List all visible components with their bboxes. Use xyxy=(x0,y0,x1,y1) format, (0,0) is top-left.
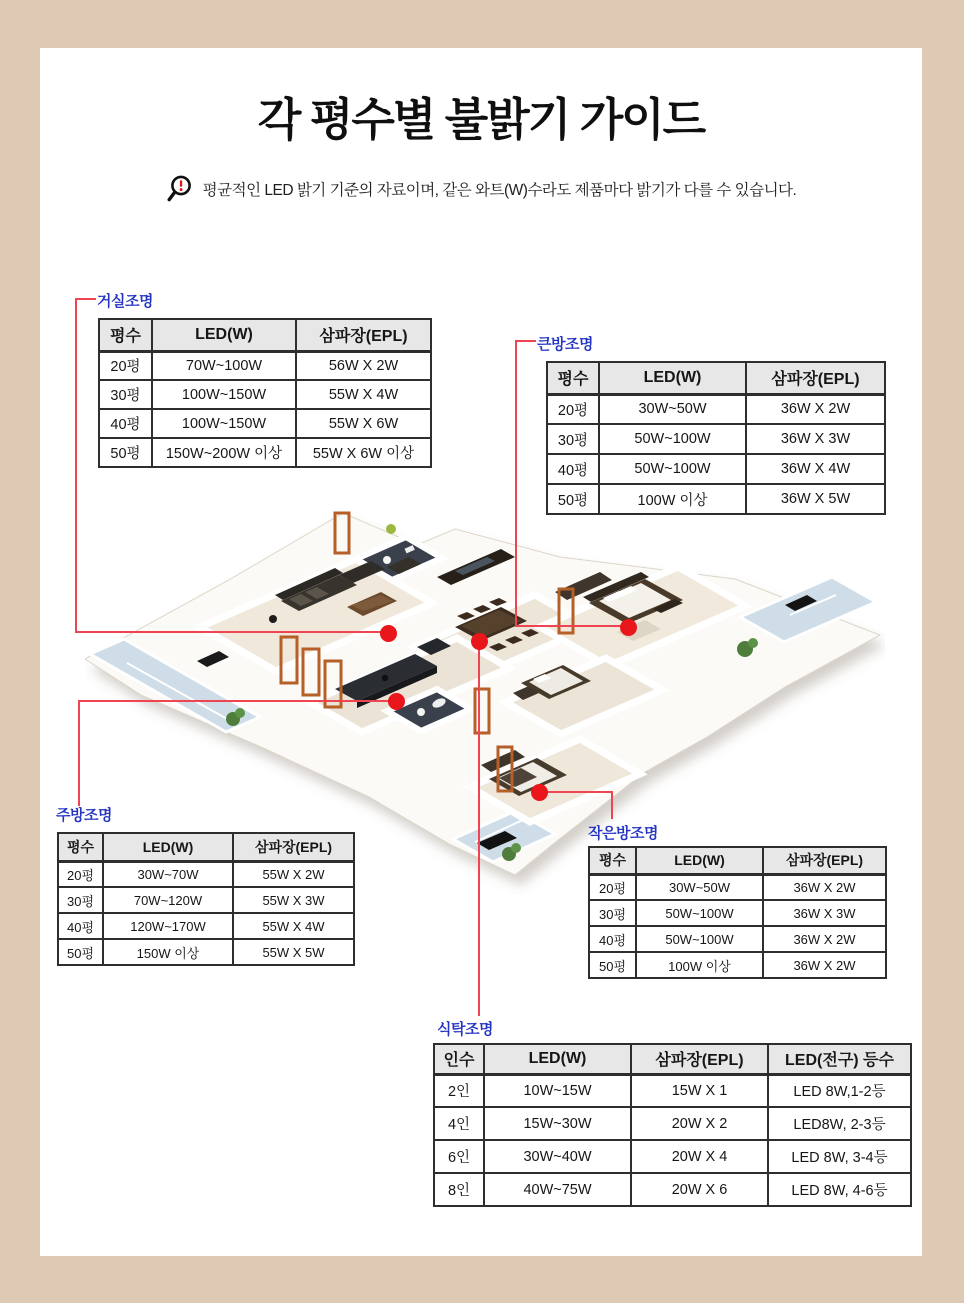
cell: 8인 xyxy=(434,1173,484,1206)
living-connector-horizontal xyxy=(76,631,388,633)
cell: 36W X 2W xyxy=(746,394,885,424)
cell: 30W~50W xyxy=(636,874,763,900)
cell: 10W~15W xyxy=(484,1074,631,1107)
cell: 50평 xyxy=(547,484,599,514)
header-cell: 평수 xyxy=(58,833,103,861)
big-room-lighting-table xyxy=(546,361,886,515)
table-row xyxy=(99,380,431,409)
cell: 55W X 4W xyxy=(233,913,354,939)
cell: LED 8W, 3-4등 xyxy=(768,1140,911,1173)
cell: 2인 xyxy=(434,1074,484,1107)
header-cell: 평수 xyxy=(99,319,152,351)
living-room-light-marker xyxy=(380,625,397,642)
cell: 36W X 2W xyxy=(763,926,886,952)
cell: 36W X 3W xyxy=(763,900,886,926)
cell: 30평 xyxy=(589,900,636,926)
dining-table-label: 식탁조명 xyxy=(437,1021,493,1038)
notice-text: 평균적인 LED 밝기 기준의 자료이며, 같은 와트(W)수라도 제품마다 밝기가 다를 수 있습니다. xyxy=(202,182,797,199)
cell: 4인 xyxy=(434,1107,484,1140)
living-connector-tick xyxy=(76,298,96,300)
header-cell: 삼파장(EPL) xyxy=(746,362,885,394)
cell: 50평 xyxy=(58,939,103,965)
cell: 100W~150W xyxy=(152,409,296,438)
cell: 100W 이상 xyxy=(636,952,763,978)
cell: 30평 xyxy=(99,380,152,409)
kitchen-connector-horizontal xyxy=(78,700,396,702)
living-lighting-table xyxy=(98,318,432,468)
big-room-table-label: 큰방조명 xyxy=(537,336,593,353)
cell: 40평 xyxy=(589,926,636,952)
big-room-connector-vertical xyxy=(515,340,517,627)
cell: 55W X 3W xyxy=(233,887,354,913)
cell: 50평 xyxy=(589,952,636,978)
header-cell: 평수 xyxy=(589,847,636,874)
cell: 100W~150W xyxy=(152,380,296,409)
table-row xyxy=(58,887,354,913)
dining-lighting-table xyxy=(433,1043,912,1207)
table-row xyxy=(589,874,886,900)
cell: LED 8W, 4-6등 xyxy=(768,1173,911,1206)
table-row xyxy=(58,913,354,939)
cell: 120W~170W xyxy=(103,913,233,939)
table-row xyxy=(434,1173,911,1206)
cell: 70W~100W xyxy=(152,351,296,380)
cell: 30평 xyxy=(58,887,103,913)
cell: 20W X 4 xyxy=(631,1140,768,1173)
header-cell: LED(전구) 등수 xyxy=(768,1044,911,1074)
small-room-light-marker xyxy=(531,784,548,801)
dining-connector-vertical xyxy=(478,641,480,1016)
header-cell: LED(W) xyxy=(599,362,746,394)
cell: 50W~100W xyxy=(636,900,763,926)
notice-row xyxy=(40,174,922,204)
kitchen-light-marker xyxy=(388,693,405,710)
cell: 55W X 2W xyxy=(233,861,354,887)
cell: 55W X 4W xyxy=(296,380,431,409)
cell: 30W~70W xyxy=(103,861,233,887)
cell: 150W~200W 이상 xyxy=(152,438,296,467)
small-room-lighting-table xyxy=(588,846,887,979)
table-row xyxy=(589,952,886,978)
header-cell: 삼파장(EPL) xyxy=(631,1044,768,1074)
cell: 20평 xyxy=(589,874,636,900)
kitchen-connector-vertical xyxy=(78,700,80,806)
cell: 36W X 2W xyxy=(763,952,886,978)
cell: 30W~50W xyxy=(599,394,746,424)
big-room-light-marker xyxy=(620,619,637,636)
header-cell: 인수 xyxy=(434,1044,484,1074)
kitchen-table-label: 주방조명 xyxy=(56,807,112,824)
cell: 55W X 6W xyxy=(296,409,431,438)
cell: 40평 xyxy=(99,409,152,438)
cell: 20평 xyxy=(99,351,152,380)
cell: 55W X 5W xyxy=(233,939,354,965)
cell: 40평 xyxy=(547,454,599,484)
table-row xyxy=(547,424,885,454)
cell: 40W~75W xyxy=(484,1173,631,1206)
cell: 36W X 4W xyxy=(746,454,885,484)
header-cell: 삼파장(EPL) xyxy=(233,833,354,861)
header-cell: LED(W) xyxy=(484,1044,631,1074)
table-row xyxy=(99,438,431,467)
cell: 15W X 1 xyxy=(631,1074,768,1107)
cell: 20평 xyxy=(58,861,103,887)
table-row xyxy=(99,351,431,380)
cell: 20W X 6 xyxy=(631,1173,768,1206)
table-row xyxy=(589,926,886,952)
table-row xyxy=(589,900,886,926)
cell: 56W X 2W xyxy=(296,351,431,380)
cell: 50W~100W xyxy=(599,424,746,454)
kitchen-lighting-table xyxy=(57,832,355,966)
cell: 20W X 2 xyxy=(631,1107,768,1140)
table-row xyxy=(58,861,354,887)
cell: 15W~30W xyxy=(484,1107,631,1140)
cell: 55W X 6W 이상 xyxy=(296,438,431,467)
header-cell: LED(W) xyxy=(103,833,233,861)
cell: 30평 xyxy=(547,424,599,454)
table-row xyxy=(434,1107,911,1140)
cell: 40평 xyxy=(58,913,103,939)
small-room-table-label: 작은방조명 xyxy=(588,825,658,842)
cell: LED 8W,1-2등 xyxy=(768,1074,911,1107)
table-row xyxy=(547,394,885,424)
small-room-connector-vertical xyxy=(611,791,613,819)
table-row xyxy=(547,484,885,514)
table-row xyxy=(58,939,354,965)
cell: 36W X 3W xyxy=(746,424,885,454)
table-row xyxy=(547,454,885,484)
cell: 36W X 5W xyxy=(746,484,885,514)
cell: 50W~100W xyxy=(599,454,746,484)
table-row xyxy=(434,1074,911,1107)
dining-light-marker xyxy=(471,633,488,650)
cell: 6인 xyxy=(434,1140,484,1173)
cell: 50평 xyxy=(99,438,152,467)
header-cell: 삼파장(EPL) xyxy=(763,847,886,874)
header-cell: 평수 xyxy=(547,362,599,394)
cell: 70W~120W xyxy=(103,887,233,913)
cell: 20평 xyxy=(547,394,599,424)
cell: 50W~100W xyxy=(636,926,763,952)
cell: 100W 이상 xyxy=(599,484,746,514)
table-row xyxy=(434,1140,911,1173)
cell: 30W~40W xyxy=(484,1140,631,1173)
page-title: 각 평수별 불밝기 가이드 xyxy=(257,94,705,145)
living-table-label: 거실조명 xyxy=(97,293,153,310)
magnifier-exclamation-icon xyxy=(166,174,194,204)
living-connector-vertical xyxy=(75,298,77,633)
header-cell: LED(W) xyxy=(152,319,296,351)
table-row xyxy=(99,409,431,438)
cell: 36W X 2W xyxy=(763,874,886,900)
small-room-connector-horizontal xyxy=(539,791,613,793)
cell: LED8W, 2-3등 xyxy=(768,1107,911,1140)
cell: 150W 이상 xyxy=(103,939,233,965)
big-room-connector-tick xyxy=(516,340,536,342)
header-cell: LED(W) xyxy=(636,847,763,874)
big-room-connector-horizontal xyxy=(515,625,628,627)
header-cell: 삼파장(EPL) xyxy=(296,319,431,351)
